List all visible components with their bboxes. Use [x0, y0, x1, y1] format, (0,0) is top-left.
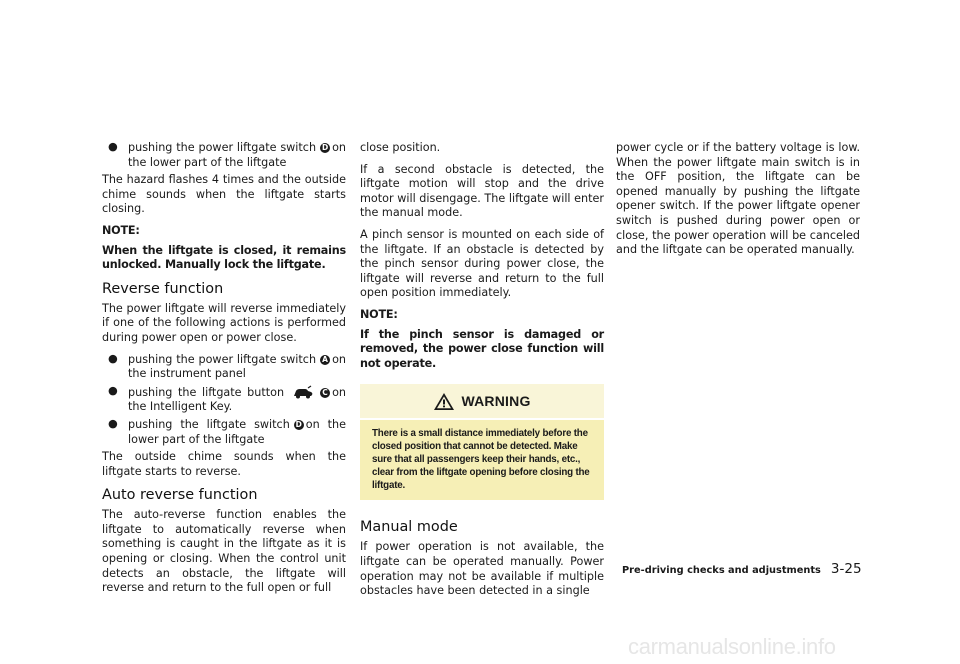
- paragraph-chime: The outside chime sounds when the liftgate starts to reverse.: [102, 450, 346, 478]
- list-item: ● pushing the power liftgate switch A on the instrument panel: [108, 351, 346, 381]
- paragraph-second-obstacle: If a second obstacle is detected, the liftgate motion will stop and the drive motor will disengage. The liftgate will enter the manual mode.: [360, 162, 604, 220]
- bullet-icon: ●: [108, 416, 118, 430]
- paragraph-manual-mode: If power operation is not available, the liftgate can be operated manually. Power operation may not be available if multiple obstacles have been detected in a single: [360, 540, 604, 598]
- note-label: NOTE:: [102, 223, 140, 237]
- column-left: [102, 141, 346, 603]
- warning-body: There is a small distance immediately before the closed position that cannot be detected. Make sure that all passengers keep their hands, etc., clear from the liftgate opening before closing the liftgate.: [372, 428, 590, 492]
- warning-box: [360, 384, 604, 500]
- warning-triangle-icon: [433, 392, 455, 411]
- section-title: Pre-driving checks and adjustments: [622, 565, 821, 576]
- paragraph-reverse: The power liftgate will reverse immediately if one of the following actions is performed during power open or power close.: [102, 301, 346, 344]
- paragraph-auto-reverse: The auto-reverse function enables the liftgate to automatically reverse when something is caught in the liftgate as it is opening or closing. When the control unit detects an obstacle, the liftgate will reverse and return to the full open or full: [102, 508, 346, 595]
- paragraph-hazard: The hazard flashes 4 times and the outside chime sounds when the liftgate starts closing.: [102, 173, 346, 216]
- paragraph-close-position: close position.: [360, 141, 441, 154]
- bullet-icon: ●: [108, 383, 118, 397]
- paragraph-power-cycle: power cycle or if the battery voltage is low. When the power liftgate main switch is in the OFF position, the liftgate can be opened manually by pushing the liftgate opener switch. If the power liftgate opener switch is pushed during power open or close, the power operation will be canceled and the liftgate can be operated manually.: [616, 141, 860, 257]
- list-item: ● pushing the power liftgate switch D on the lower part of the liftgate: [108, 140, 346, 169]
- column-right: [616, 141, 860, 265]
- liftgate-key-icon: [292, 385, 314, 399]
- paragraph-pinch-sensor: A pinch sensor is mounted on each side of the liftgate. If an obstacle is detected by the pinch sensor during power close, the liftgate will reverse and return to the full open position immediately.: [360, 227, 604, 300]
- bullet-icon: ●: [108, 351, 118, 365]
- page-number: 3-25: [830, 561, 862, 577]
- heading-auto-reverse: Auto reverse function: [102, 487, 258, 504]
- watermark: carmanualsonline.info: [628, 634, 836, 659]
- callout-a-icon: A: [320, 355, 330, 365]
- warning-header: [360, 384, 604, 420]
- list-item: ● pushing the liftgate button C on the Intelligent Key.: [108, 383, 346, 414]
- bullet-icon: ●: [108, 140, 118, 153]
- page-footer: [622, 561, 862, 577]
- list-item: ● pushing the liftgate switch D on the lower part of the liftgate: [108, 416, 346, 446]
- callout-d-icon: D: [295, 419, 302, 429]
- heading-manual-mode: Manual mode: [360, 519, 458, 536]
- note-text: If the pinch sensor is damaged or removed, the power close function will not operate.: [360, 327, 604, 370]
- note-label: NOTE:: [360, 307, 398, 321]
- warning-title: WARNING: [461, 393, 531, 410]
- heading-reverse-function: Reverse function: [102, 280, 224, 297]
- note-text: When the liftgate is closed, it remains unlocked. Manually lock the liftgate.: [102, 243, 346, 272]
- column-middle: [360, 141, 604, 606]
- callout-c-icon: C: [320, 388, 330, 398]
- callout-d-icon: D: [321, 143, 329, 152]
